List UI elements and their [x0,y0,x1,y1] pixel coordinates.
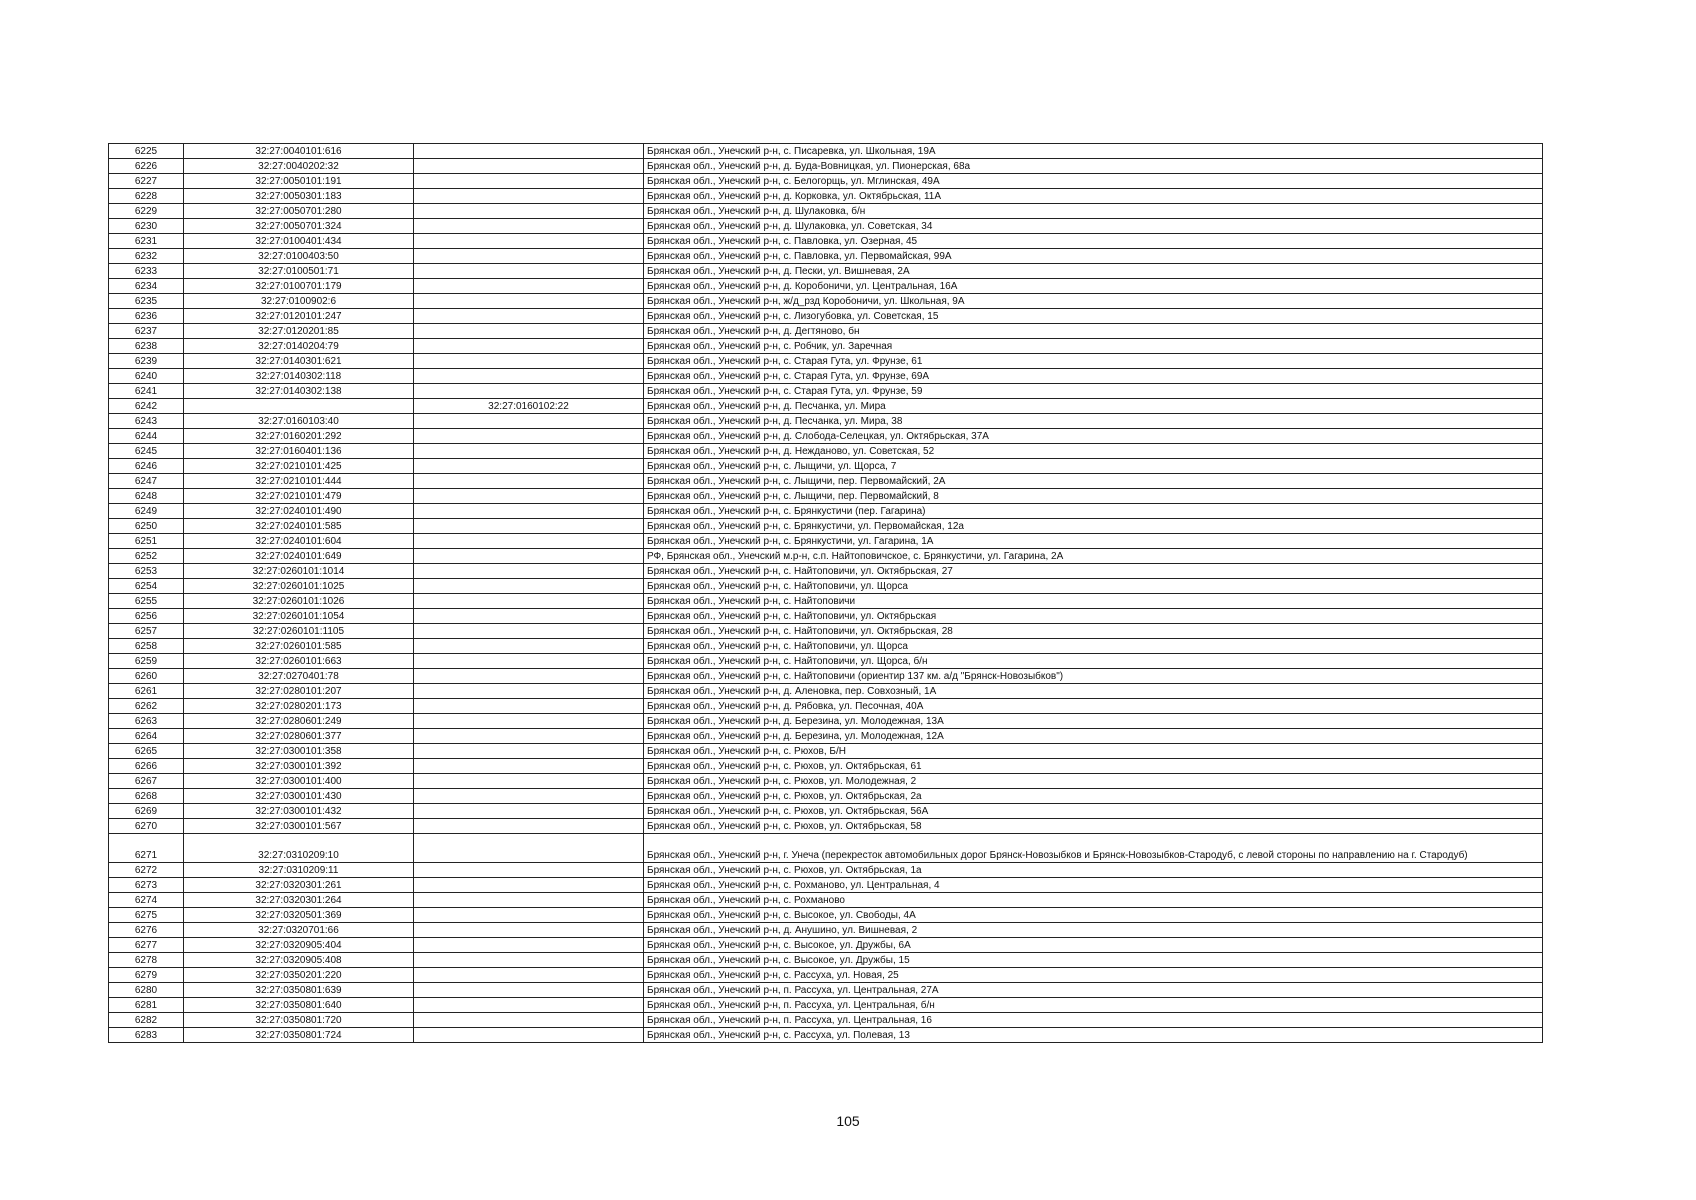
address: Брянская обл., Унечский р-н, с. Лыщичи, пер. Первомайский, 8 [644,489,1543,504]
row-number: 6235 [109,294,184,309]
address: Брянская обл., Унечский р-н, с. Найтоповичи, ул. Октябрьская, 28 [644,624,1543,639]
cadastral-number-alt [414,908,644,923]
cadastral-number: 32:27:0300101:432 [184,804,414,819]
cadastral-number: 32:27:0040202:32 [184,159,414,174]
address: Брянская обл., Унечский р-н, с. Старая Гута, ул. Фрунзе, 69А [644,369,1543,384]
row-number: 6225 [109,144,184,159]
cadastral-number: 32:27:0260101:1014 [184,564,414,579]
row-number: 6244 [109,429,184,444]
table-row [109,189,1543,204]
table-row [109,878,1543,893]
table-row [109,324,1543,339]
address: Брянская обл., Унечский р-н, с. Найтоповичи, ул. Щорса, б/н [644,654,1543,669]
address: Брянская обл., Унечский р-н, с. Лыщичи, пер. Первомайский, 2А [644,474,1543,489]
row-number: 6228 [109,189,184,204]
cadastral-number-alt [414,804,644,819]
row-number: 6249 [109,504,184,519]
table-row [109,564,1543,579]
row-number: 6232 [109,249,184,264]
cadastral-number: 32:27:0140204:79 [184,339,414,354]
table-row [109,504,1543,519]
table-row [109,774,1543,789]
address: Брянская обл., Унечский р-н, с. Высокое, ул. Дружбы, 15 [644,953,1543,968]
row-number: 6243 [109,414,184,429]
cadastral-number: 32:27:0260101:1105 [184,624,414,639]
cadastral-number-alt [414,234,644,249]
table-row [109,699,1543,714]
address: Брянская обл., Унечский р-н, д. Березина, ул. Молодежная, 13А [644,714,1543,729]
address: Брянская обл., Унечский р-н, д. Коробоничи, ул. Центральная, 16А [644,279,1543,294]
row-number: 6263 [109,714,184,729]
cadastral-number: 32:27:0300101:358 [184,744,414,759]
table-row [109,923,1543,938]
cadastral-number: 32:27:0210101:444 [184,474,414,489]
table-row [109,384,1543,399]
row-number: 6246 [109,459,184,474]
cadastral-number: 32:27:0320905:404 [184,938,414,953]
table-row [109,489,1543,504]
cadastral-number: 32:27:0280601:377 [184,729,414,744]
address: Брянская обл., Унечский р-н, с. Старая Гута, ул. Фрунзе, 59 [644,384,1543,399]
cadastral-number: 32:27:0260101:663 [184,654,414,669]
table-row [109,714,1543,729]
table-row [109,369,1543,384]
cadastral-number-alt [414,714,644,729]
cadastral-number: 32:27:0320301:261 [184,878,414,893]
table-row [109,339,1543,354]
address: Брянская обл., Унечский р-н, с. Рюхов, Б/Н [644,744,1543,759]
cadastral-number: 32:27:0100501:71 [184,264,414,279]
table-row [109,174,1543,189]
cadastral-number: 32:27:0320501:369 [184,908,414,923]
cadastral-number-alt [414,429,644,444]
address: Брянская обл., Унечский р-н, п. Рассуха, ул. Центральная, 27А [644,983,1543,998]
cadastral-number: 32:27:0160401:136 [184,444,414,459]
cadastral-number: 32:27:0050101:191 [184,174,414,189]
cadastral-number: 32:27:0100401:434 [184,234,414,249]
cadastral-number-alt [414,354,644,369]
cadastral-number-alt [414,834,644,863]
row-number: 6247 [109,474,184,489]
row-number: 6262 [109,699,184,714]
row-number: 6248 [109,489,184,504]
cadastral-number: 32:27:0350801:720 [184,1013,414,1028]
address: Брянская обл., Унечский р-н, д. Шулаковка, ул. Советская, 34 [644,219,1543,234]
address: Брянская обл., Унечский р-н, с. Робчик, ул. Заречная [644,339,1543,354]
cadastral-number-alt [414,144,644,159]
cadastral-number: 32:27:0260101:1025 [184,579,414,594]
cadastral-number-alt [414,564,644,579]
cadastral-number: 32:27:0320301:264 [184,893,414,908]
cadastral-number-alt [414,459,644,474]
row-number: 6233 [109,264,184,279]
row-number: 6260 [109,669,184,684]
address: Брянская обл., Унечский р-н, с. Высокое, ул. Дружбы, 6А [644,938,1543,953]
address: Брянская обл., Унечский р-н, д. Пески, ул. Вишневая, 2А [644,264,1543,279]
address: Брянская обл., Унечский р-н, с. Рюхов, ул. Молодежная, 2 [644,774,1543,789]
address: Брянская обл., Унечский р-н, с. Лыщичи, ул. Щорса, 7 [644,459,1543,474]
cadastral-number-alt [414,414,644,429]
registry-table [108,143,1543,1043]
cadastral-number-alt [414,639,644,654]
cadastral-number: 32:27:0260101:1054 [184,609,414,624]
address: Брянская обл., Унечский р-н, с. Рохманово [644,893,1543,908]
cadastral-number-alt [414,774,644,789]
address: Брянская обл., Унечский р-н, с. Найтоповичи, ул. Щорса [644,639,1543,654]
cadastral-number: 32:27:0050301:183 [184,189,414,204]
cadastral-number-alt [414,684,644,699]
row-number: 6255 [109,594,184,609]
cadastral-number: 32:27:0300101:567 [184,819,414,834]
cadastral-number: 32:27:0100403:50 [184,249,414,264]
cadastral-number: 32:27:0320701:66 [184,923,414,938]
address: Брянская обл., Унечский р-н, с. Рюхов, ул. Октябрьская, 1а [644,863,1543,878]
cadastral-number: 32:27:0310209:11 [184,863,414,878]
table-row [109,863,1543,878]
cadastral-number: 32:27:0120201:85 [184,324,414,339]
cadastral-number: 32:27:0310209:10 [184,834,414,863]
row-number: 6231 [109,234,184,249]
address: Брянская обл., Унечский р-н, с. Найтоповичи [644,594,1543,609]
table-row [109,594,1543,609]
table-row [109,908,1543,923]
address: Брянская обл., Унечский р-н, д. Буда-Вовницкая, ул. Пионерская, 68а [644,159,1543,174]
address: Брянская обл., Унечский р-н, с. Белогорщь, ул. Мглинская, 49А [644,174,1543,189]
address: Брянская обл., Унечский р-н, п. Рассуха, ул. Центральная, 16 [644,1013,1543,1028]
address: Брянская обл., Унечский р-н, с. Найтоповичи, ул. Октябрьская, 27 [644,564,1543,579]
table-row [109,759,1543,774]
table-row [109,624,1543,639]
cadastral-number: 32:27:0140302:118 [184,369,414,384]
address: Брянская обл., Унечский р-н, с. Павловка, ул. Первомайская, 99А [644,249,1543,264]
row-number: 6238 [109,339,184,354]
row-number: 6275 [109,908,184,923]
cadastral-number-alt: 32:27:0160102:22 [414,399,644,414]
row-number: 6261 [109,684,184,699]
table-row [109,459,1543,474]
address: Брянская обл., Унечский р-н, д. Рябовка, ул. Песочная, 40А [644,699,1543,714]
row-number: 6267 [109,774,184,789]
address: Брянская обл., Унечский р-н, с. Павловка, ул. Озерная, 45 [644,234,1543,249]
table-row [109,159,1543,174]
cadastral-number-alt [414,324,644,339]
table-row [109,953,1543,968]
cadastral-number-alt [414,294,644,309]
table-row [109,893,1543,908]
cadastral-number-alt [414,983,644,998]
cadastral-number-alt [414,579,644,594]
row-number: 6274 [109,893,184,908]
cadastral-number-alt [414,444,644,459]
row-number: 6265 [109,744,184,759]
table-row [109,938,1543,953]
cadastral-number-alt [414,279,644,294]
cadastral-number-alt [414,654,644,669]
row-number: 6269 [109,804,184,819]
address: Брянская обл., Унечский р-н, д. Березина, ул. Молодежная, 12А [644,729,1543,744]
cadastral-number-alt [414,519,644,534]
row-number: 6271 [109,834,184,863]
cadastral-number-alt [414,669,644,684]
cadastral-number: 32:27:0350801:639 [184,983,414,998]
address: Брянская обл., Унечский р-н, с. Найтоповичи, ул. Щорса [644,579,1543,594]
address: Брянская обл., Унечский р-н, с. Найтоповичи, ул. Октябрьская [644,609,1543,624]
table-row [109,309,1543,324]
address: Брянская обл., Унечский р-н, с. Брянкустичи (пер. Гагарина) [644,504,1543,519]
row-number: 6227 [109,174,184,189]
address: Брянская обл., Унечский р-н, д. Дегтяново, бн [644,324,1543,339]
row-number: 6281 [109,998,184,1013]
cadastral-number: 32:27:0280101:207 [184,684,414,699]
table-row [109,204,1543,219]
cadastral-number-alt [414,759,644,774]
row-number: 6234 [109,279,184,294]
cadastral-number-alt [414,549,644,564]
table-row [109,519,1543,534]
row-number: 6241 [109,384,184,399]
address: Брянская обл., Унечский р-н, с. Лизогубовка, ул. Советская, 15 [644,309,1543,324]
cadastral-number-alt [414,1028,644,1043]
cadastral-number-alt [414,159,644,174]
address: Брянская обл., Унечский р-н, с. Высокое, ул. Свободы, 4А [644,908,1543,923]
table-row [109,294,1543,309]
cadastral-number: 32:27:0210101:425 [184,459,414,474]
cadastral-number: 32:27:0300101:392 [184,759,414,774]
row-number: 6278 [109,953,184,968]
cadastral-number: 32:27:0260101:1026 [184,594,414,609]
row-number: 6259 [109,654,184,669]
table-row [109,639,1543,654]
cadastral-number: 32:27:0300101:400 [184,774,414,789]
address: Брянская обл., Унечский р-н, с. Брянкустичи, ул. Первомайская, 12а [644,519,1543,534]
row-number: 6276 [109,923,184,938]
address: Брянская обл., Унечский р-н, п. Рассуха, ул. Центральная, б/н [644,998,1543,1013]
table-row [109,654,1543,669]
row-number: 6252 [109,549,184,564]
table-row [109,279,1543,294]
cadastral-number: 32:27:0270401:78 [184,669,414,684]
cadastral-number: 32:27:0050701:280 [184,204,414,219]
cadastral-number: 32:27:0140301:621 [184,354,414,369]
table-row [109,354,1543,369]
row-number: 6250 [109,519,184,534]
table-row [109,834,1543,863]
row-number: 6283 [109,1028,184,1043]
cadastral-number-alt [414,998,644,1013]
row-number: 6242 [109,399,184,414]
cadastral-number-alt [414,474,644,489]
row-number: 6245 [109,444,184,459]
table-row [109,789,1543,804]
table-row [109,534,1543,549]
table-row [109,684,1543,699]
cadastral-number: 32:27:0240101:604 [184,534,414,549]
row-number: 6254 [109,579,184,594]
cadastral-number: 32:27:0240101:649 [184,549,414,564]
cadastral-number-alt [414,369,644,384]
cadastral-number-alt [414,594,644,609]
row-number: 6226 [109,159,184,174]
cadastral-number-alt [414,789,644,804]
cadastral-number: 32:27:0260101:585 [184,639,414,654]
row-number: 6273 [109,878,184,893]
cadastral-number: 32:27:0350801:724 [184,1028,414,1043]
address: Брянская обл., Унечский р-н, д. Нежданово, ул. Советская, 52 [644,444,1543,459]
table-row [109,819,1543,834]
table-row [109,444,1543,459]
cadastral-number: 32:27:0100701:179 [184,279,414,294]
table-row [109,804,1543,819]
table-row [109,1013,1543,1028]
address: Брянская обл., Унечский р-н, с. Рюхов, ул. Октябрьская, 58 [644,819,1543,834]
table-row [109,219,1543,234]
cadastral-number-alt [414,953,644,968]
table-row [109,264,1543,279]
address: Брянская обл., Унечский р-н, д. Песчанка, ул. Мира [644,399,1543,414]
cadastral-number-alt [414,699,644,714]
row-number: 6279 [109,968,184,983]
address: Брянская обл., Унечский р-н, г. Унеча (перекресток автомобильных дорог Брянск-Новозыбков и Брянск-Новозыбков-Стародуб, с левой стороны по направлению на г. Стародуб) [644,834,1543,863]
cadastral-number-alt [414,893,644,908]
cadastral-number: 32:27:0160103:40 [184,414,414,429]
row-number: 6280 [109,983,184,998]
table-row [109,968,1543,983]
row-number: 6270 [109,819,184,834]
address: Брянская обл., Унечский р-н, с. Рассуха, ул. Новая, 25 [644,968,1543,983]
row-number: 6282 [109,1013,184,1028]
table-row [109,144,1543,159]
address: Брянская обл., Унечский р-н, с. Рюхов, ул. Октябрьская, 61 [644,759,1543,774]
cadastral-number-alt [414,609,644,624]
cadastral-number-alt [414,174,644,189]
cadastral-number-alt [414,744,644,759]
cadastral-number: 32:27:0210101:479 [184,489,414,504]
row-number: 6239 [109,354,184,369]
table-row [109,579,1543,594]
table-row [109,1028,1543,1043]
address: Брянская обл., Унечский р-н, с. Рохманово, ул. Центральная, 4 [644,878,1543,893]
table-row [109,729,1543,744]
table-row [109,234,1543,249]
row-number: 6268 [109,789,184,804]
cadastral-number: 32:27:0140302:138 [184,384,414,399]
cadastral-number-alt [414,534,644,549]
cadastral-number-alt [414,339,644,354]
cadastral-number-alt [414,863,644,878]
address: Брянская обл., Унечский р-н, д. Аленовка, пер. Совхозный, 1А [644,684,1543,699]
address: Брянская обл., Унечский р-н, с. Рюхов, ул. Октябрьская, 2а [644,789,1543,804]
address: РФ, Брянская обл., Унечский м.р-н, с.п. Найтоповичское, с. Брянкустичи, ул. Гагарина, 2А [644,549,1543,564]
address: Брянская обл., Унечский р-н, ж/д_рзд Коробоничи, ул. Школьная, 9А [644,294,1543,309]
cadastral-number: 32:27:0040101:616 [184,144,414,159]
cadastral-number-alt [414,729,644,744]
cadastral-number-alt [414,204,644,219]
row-number: 6240 [109,369,184,384]
cadastral-number: 32:27:0100902:6 [184,294,414,309]
cadastral-number-alt [414,309,644,324]
cadastral-number-alt [414,219,644,234]
row-number: 6251 [109,534,184,549]
row-number: 6230 [109,219,184,234]
table-row [109,249,1543,264]
cadastral-number: 32:27:0240101:585 [184,519,414,534]
row-number: 6266 [109,759,184,774]
table-row [109,998,1543,1013]
page-number: 105 [836,1113,860,1129]
address: Брянская обл., Унечский р-н, с. Писаревка, ул. Школьная, 19А [644,144,1543,159]
cadastral-number-alt [414,504,644,519]
cadastral-number: 32:27:0240101:490 [184,504,414,519]
cadastral-number: 32:27:0160201:292 [184,429,414,444]
cadastral-number: 32:27:0280201:173 [184,699,414,714]
address: Брянская обл., Унечский р-н, с. Найтоповичи (ориентир 137 км. а/д "Брянск-Новозыбков") [644,669,1543,684]
table-row [109,399,1543,414]
row-number: 6229 [109,204,184,219]
table-row [109,609,1543,624]
address: Брянская обл., Унечский р-н, с. Рюхов, ул. Октябрьская, 56А [644,804,1543,819]
cadastral-number-alt [414,624,644,639]
registry-table-body [109,144,1543,1043]
row-number: 6236 [109,309,184,324]
cadastral-number-alt [414,384,644,399]
cadastral-number: 32:27:0280601:249 [184,714,414,729]
cadastral-number: 32:27:0350801:640 [184,998,414,1013]
row-number: 6258 [109,639,184,654]
table-row [109,983,1543,998]
table-row [109,414,1543,429]
cadastral-number: 32:27:0350201:220 [184,968,414,983]
row-number: 6256 [109,609,184,624]
cadastral-number-alt [414,264,644,279]
address: Брянская обл., Унечский р-н, д. Песчанка, ул. Мира, 38 [644,414,1543,429]
row-number: 6237 [109,324,184,339]
table-row [109,429,1543,444]
cadastral-number-alt [414,878,644,893]
row-number: 6264 [109,729,184,744]
cadastral-number-alt [414,1013,644,1028]
address: Брянская обл., Унечский р-н, с. Рассуха, ул. Полевая, 13 [644,1028,1543,1043]
cadastral-number-alt [414,819,644,834]
address: Брянская обл., Унечский р-н, с. Старая Гута, ул. Фрунзе, 61 [644,354,1543,369]
table-row [109,744,1543,759]
address: Брянская обл., Унечский р-н, с. Брянкустичи, ул. Гагарина, 1А [644,534,1543,549]
cadastral-number-alt [414,968,644,983]
cadastral-number: 32:27:0300101:430 [184,789,414,804]
table-row [109,669,1543,684]
cadastral-number-alt [414,938,644,953]
address: Брянская обл., Унечский р-н, д. Корковка, ул. Октябрьская, 11А [644,189,1543,204]
cadastral-number: 32:27:0050701:324 [184,219,414,234]
cadastral-number-alt [414,489,644,504]
table-row [109,474,1543,489]
row-number: 6277 [109,938,184,953]
cadastral-number [184,399,414,414]
cadastral-number: 32:27:0320905:408 [184,953,414,968]
cadastral-number-alt [414,189,644,204]
row-number: 6272 [109,863,184,878]
table-row [109,549,1543,564]
cadastral-number-alt [414,249,644,264]
cadastral-number-alt [414,923,644,938]
address: Брянская обл., Унечский р-н, д. Шулаковка, б/н [644,204,1543,219]
row-number: 6257 [109,624,184,639]
address: Брянская обл., Унечский р-н, д. Слобода-Селецкая, ул. Октябрьская, 37А [644,429,1543,444]
cadastral-number: 32:27:0120101:247 [184,309,414,324]
row-number: 6253 [109,564,184,579]
address: Брянская обл., Унечский р-н, д. Анушино, ул. Вишневая, 2 [644,923,1543,938]
